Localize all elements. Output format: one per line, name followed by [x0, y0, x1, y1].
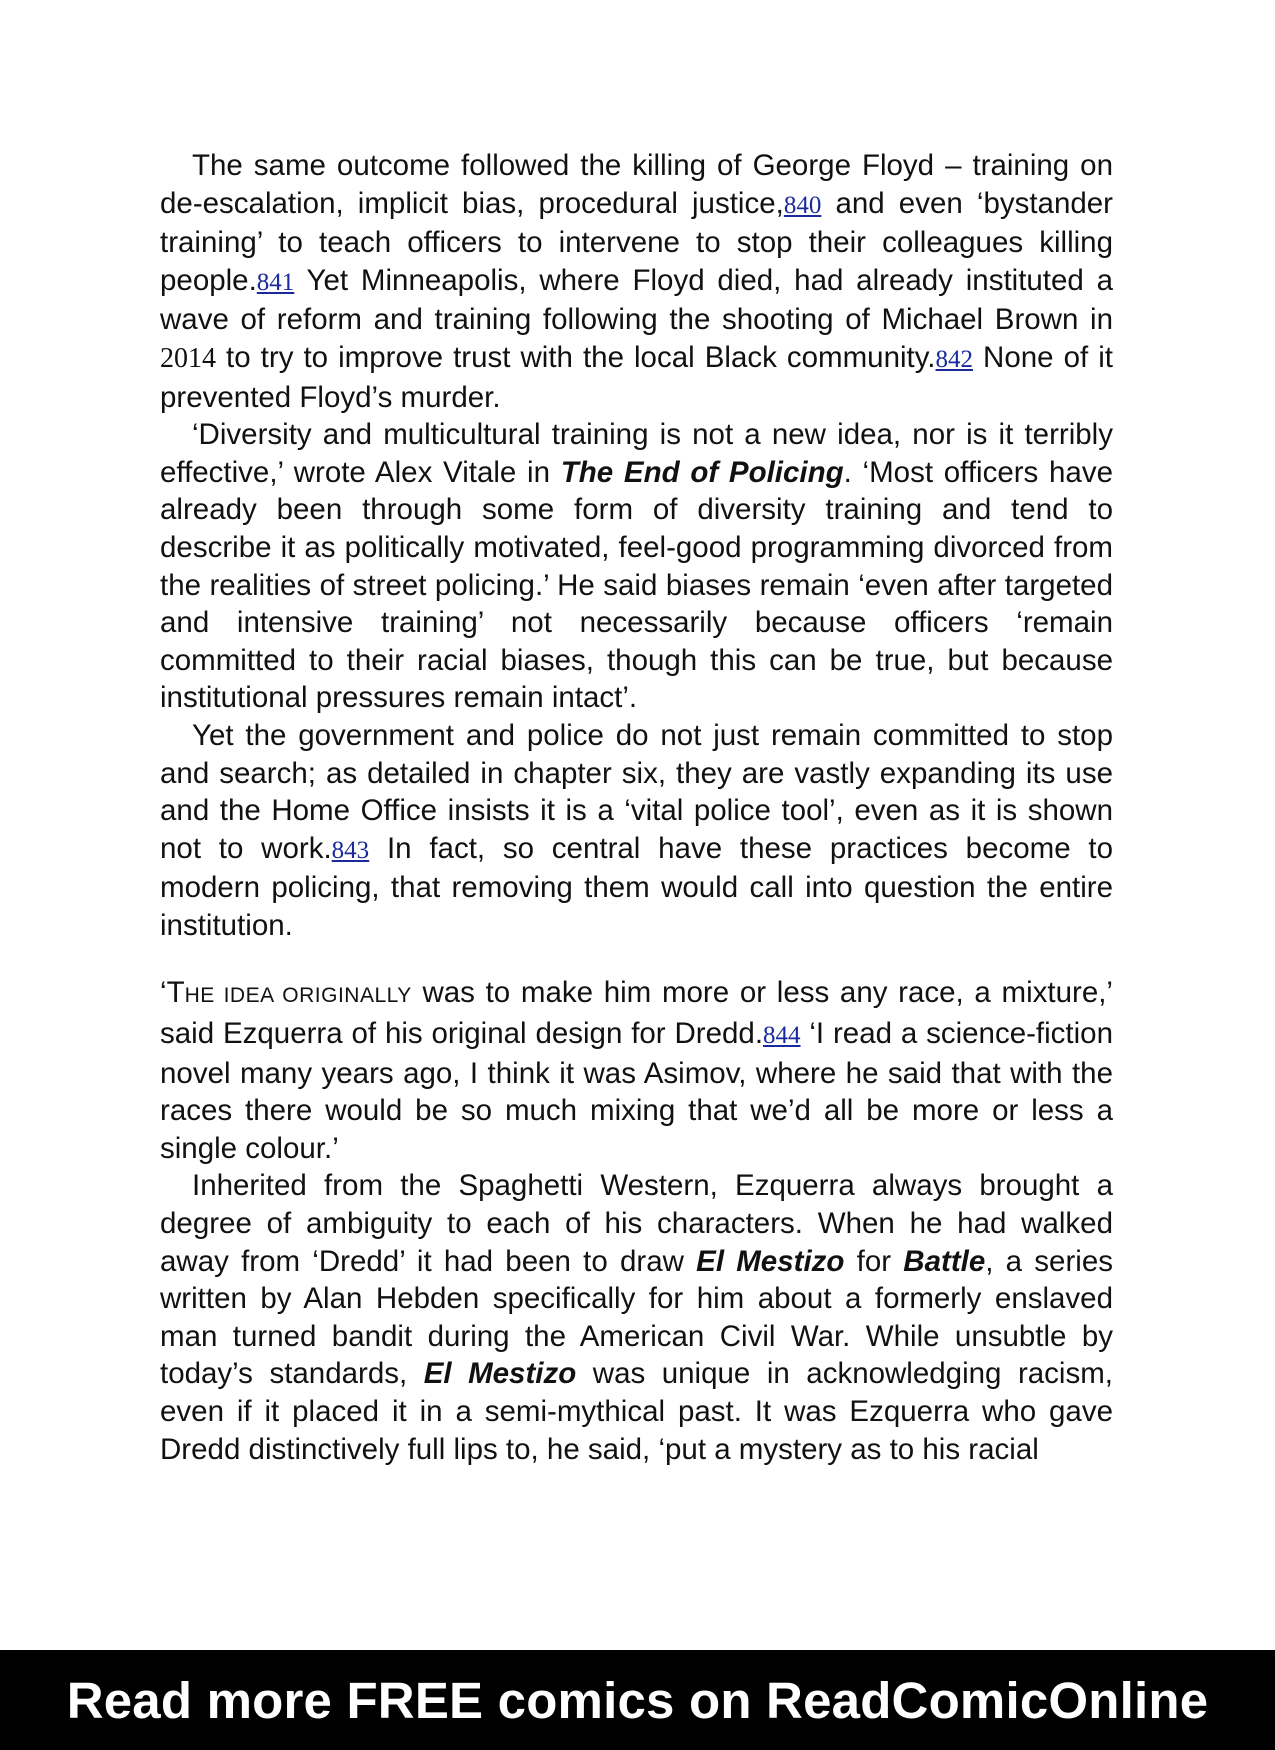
paragraph-text: In fact, so central have these practices become to modern policing, that removing them would call into question the entire institution. [160, 831, 1114, 942]
paragraph-text: to try to improve trust with the local Black community. [216, 340, 936, 374]
comic-title: El Mestizo [423, 1357, 577, 1391]
promo-banner-text[interactable]: Read more FREE comics on ReadComicOnline [66, 1671, 1209, 1729]
paragraph-text: ‘Diversity and multicultural training is not a new idea, nor is it terribly effective,’ wrote Alex Vitale in [160, 418, 1113, 489]
footnote-link-843[interactable]: 843 [331, 836, 370, 864]
paragraph-text: ‘I read a science-fiction novel many years ago, I think it was Asimov, where he said that with the races there would be so much mixing that we’d all be more or less a single colour.’ [160, 1017, 1113, 1165]
small-caps-initial: T [166, 976, 185, 1010]
paragraph-text: None of it prevented Floyd’s murder. [160, 340, 1113, 414]
paragraph-text: was to make him more or less any race, a mixture,’ said Ezquerra of his original design for Dredd. [160, 976, 1113, 1051]
paragraph-text: Yet the government and police do not just remain committed to stop and search; as detailed in chapter six, they are vastly expanding its use and the Home Office insists it is a ‘vital police tool’, even as it is shown not to work. [160, 718, 1113, 865]
year-text: 2014 [160, 342, 216, 374]
paragraph-text: for [844, 1244, 904, 1278]
paragraph-floyd-training [160, 147, 1113, 416]
paragraph-ezquerra-design [160, 974, 1113, 1167]
paragraph-text: The same outcome followed the killing of George Floyd – training on de-escalation, implicit bias, procedural justice, [160, 149, 1113, 220]
paragraph-stop-and-search [160, 717, 1113, 945]
footnote-link-844[interactable]: 844 [763, 1022, 801, 1050]
book-title: The End of Policing [560, 455, 844, 489]
comic-title: Battle [903, 1244, 986, 1278]
promo-banner[interactable] [0, 1650, 1275, 1750]
paragraph-text: and even ‘bystander training’ to teach officers to intervene to stop their colleagues killing people. [160, 186, 1113, 297]
paragraph-diversity-training [160, 416, 1113, 717]
footnote-link-842[interactable]: 842 [935, 345, 974, 373]
paragraph-el-mestizo [160, 1167, 1113, 1468]
small-caps-lead: HE IDEA ORIGINALLY [184, 984, 412, 1008]
paragraph-text: Yet Minneapolis, where Floyd died, had already instituted a wave of reform and training following the shooting of Michael Brown in [160, 263, 1113, 337]
footnote-link-840[interactable]: 840 [783, 191, 822, 219]
paragraph-text: Inherited from the Spaghetti Western, Ezquerra always brought a degree of ambiguity to each of his characters. When he had walked away from ‘Dredd’ it had been to draw [160, 1169, 1113, 1278]
paragraph-text: . ‘Most officers have already been through some form of diversity training and tend to describe it as politically motivated, feel-good programming divorced from the realities of street policing.’ He said biases remain ‘even after targeted and intensive training’ not necessarily because officers ‘remain committed to their racial biases, though this can be true, but because institutional pressures remain intact’. [160, 455, 1113, 715]
paragraph-text: was unique in acknowledging racism, even if it placed it in a semi-mythical past. It was Ezquerra who gave Dredd distinctively full lips to, he said, ‘put a mystery as to his racial [160, 1357, 1114, 1466]
paragraph-text: , a series written by Alan Hebden specifically for him about a formerly enslaved man turned bandit during the American Civil War. While unsubtle by today’s standards, [160, 1244, 1114, 1391]
opening-quote: ‘ [160, 976, 167, 1010]
book-page-text [160, 147, 1113, 1468]
comic-title: El Mestizo [696, 1244, 845, 1278]
footnote-link-841[interactable]: 841 [256, 268, 295, 296]
section-break [160, 944, 1113, 974]
